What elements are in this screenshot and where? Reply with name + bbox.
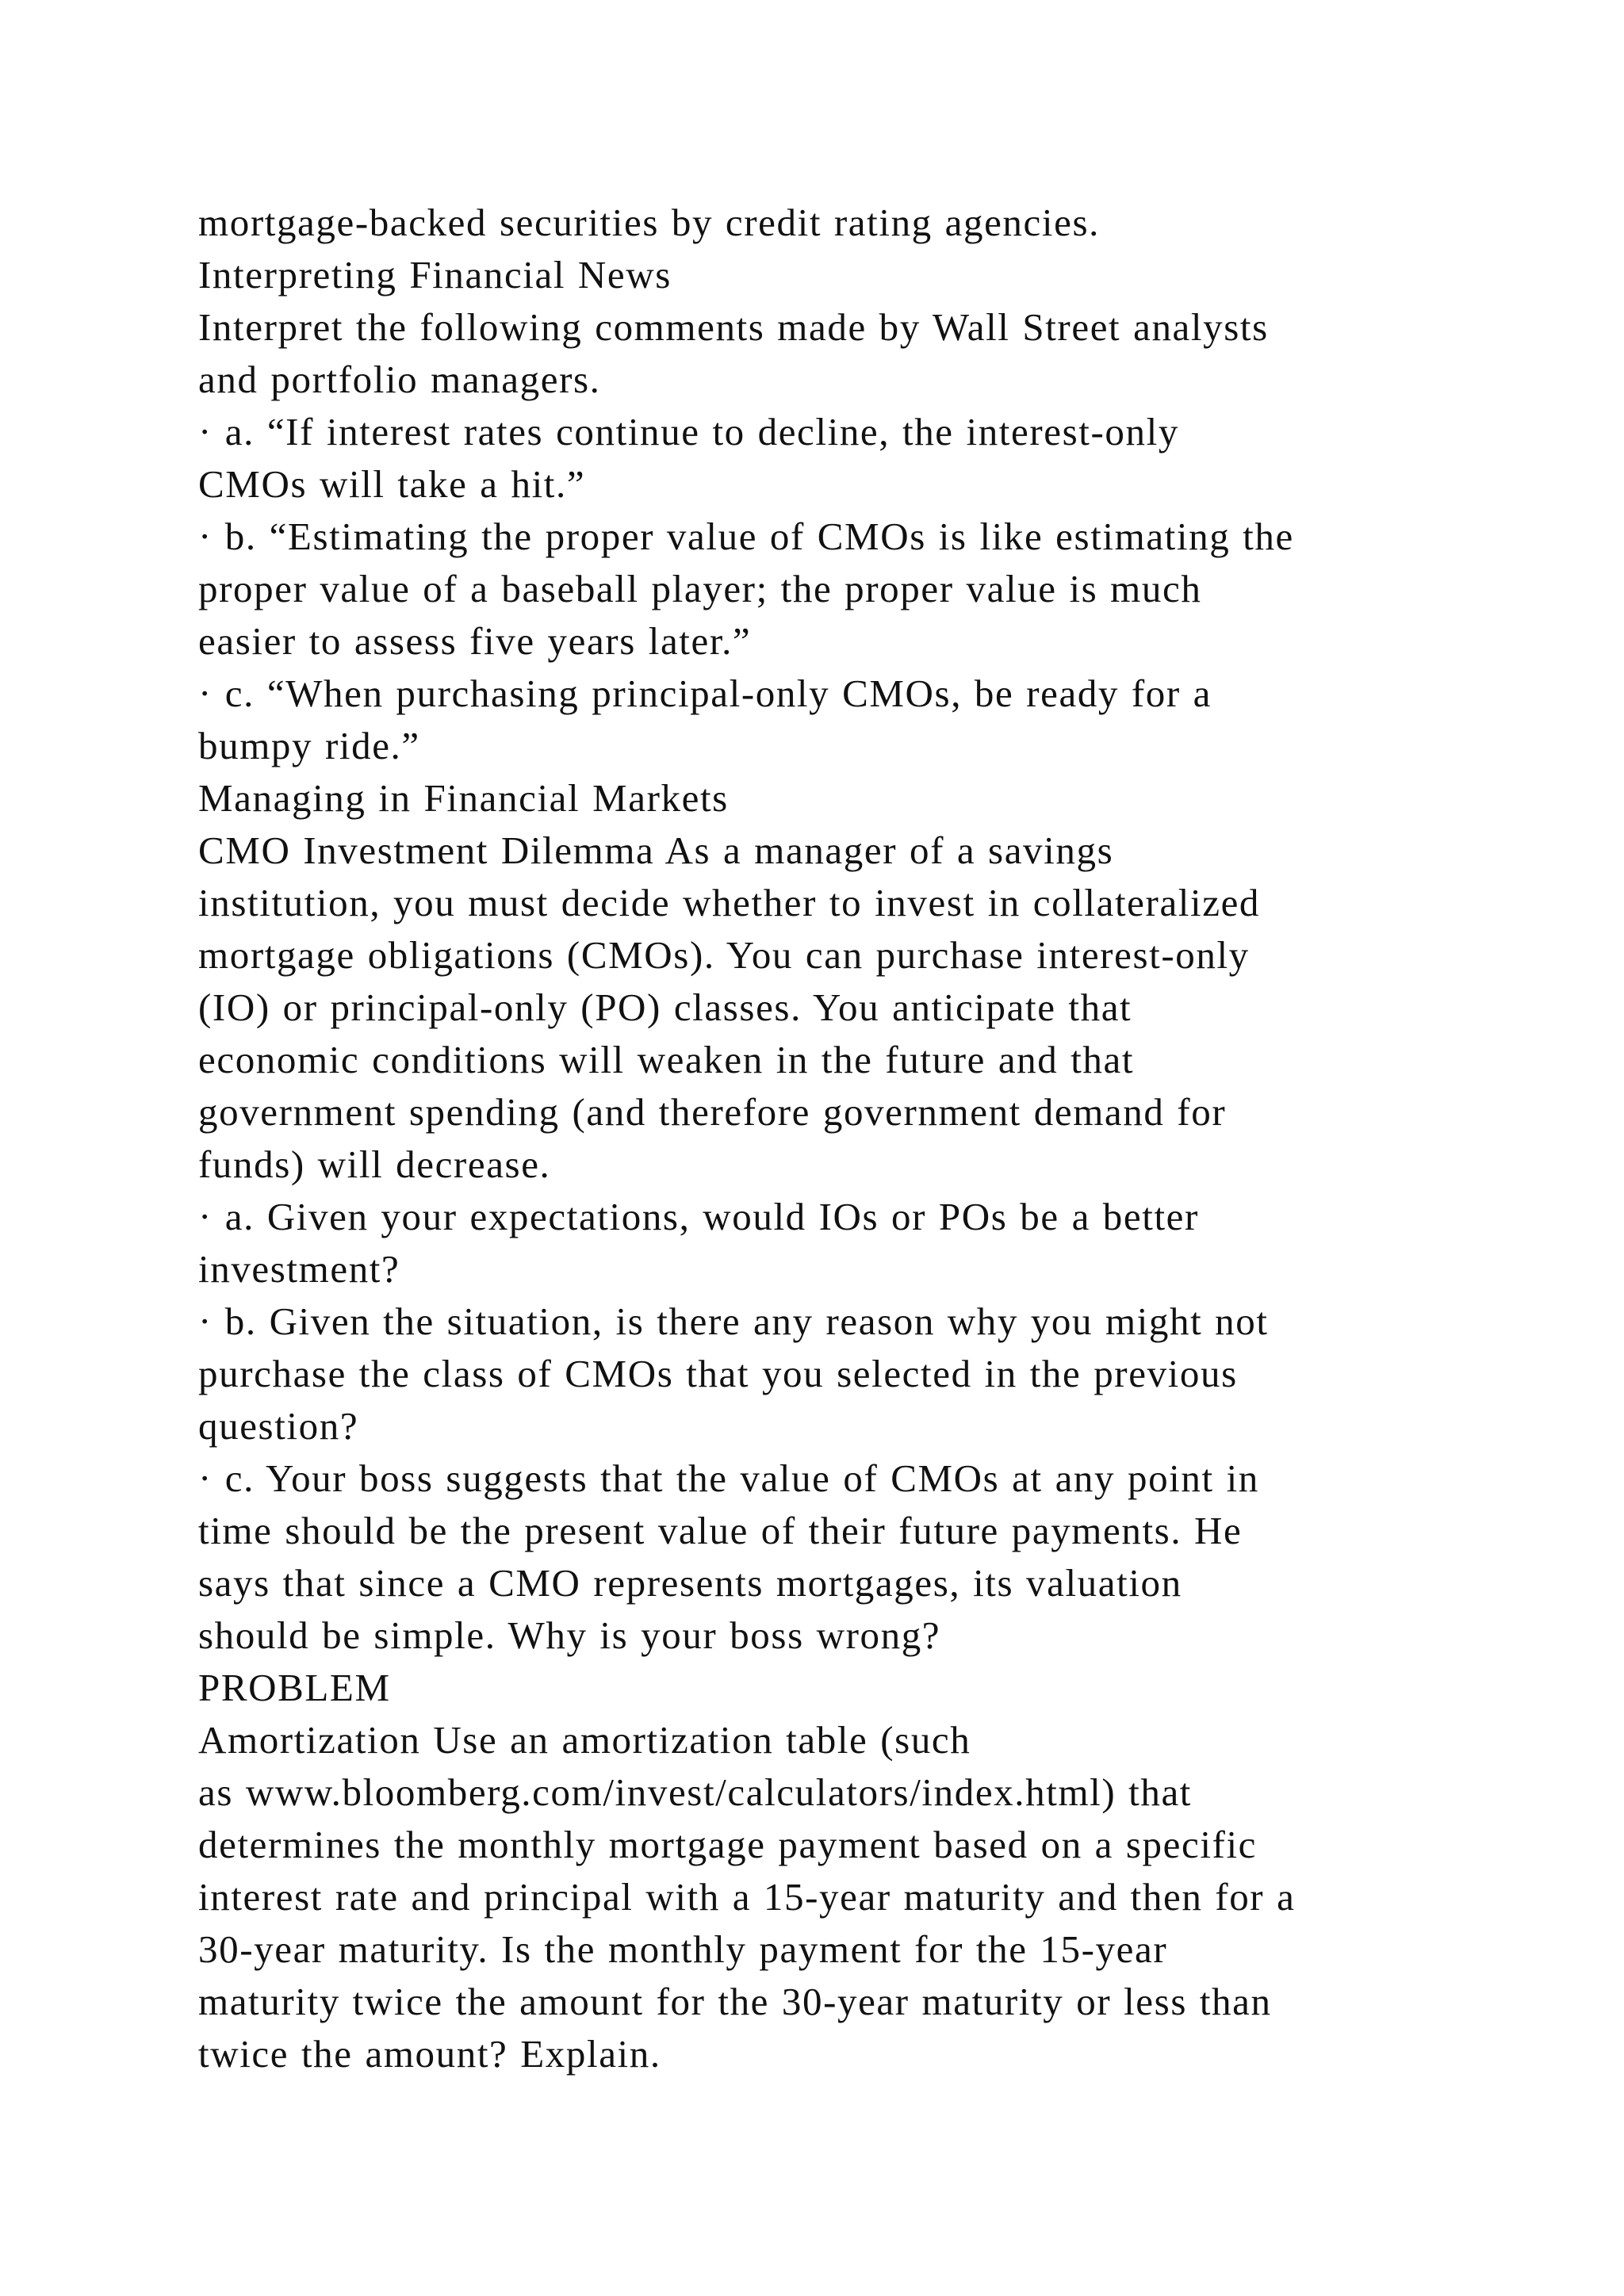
list-item-line: · c. “When purchasing principal-only CMOs, be ready for a xyxy=(198,672,1212,715)
text-line: purchase the class of CMOs that you selected in the previous xyxy=(198,1352,1238,1395)
text-line: twice the amount? Explain. xyxy=(198,2032,661,2076)
text-line: mortgage obligations (CMOs). You can purchase interest-only xyxy=(198,933,1250,977)
text-line: funds) will decrease. xyxy=(198,1142,551,1186)
text-line: CMO Investment Dilemma As a manager of a savings xyxy=(198,828,1114,872)
section-heading-interpreting-financial-news: Interpreting Financial News xyxy=(198,253,672,297)
text-line: mortgage-backed securities by credit rating agencies. xyxy=(198,201,1100,244)
list-item-line: · a. “If interest rates continue to decline, the interest-only xyxy=(198,410,1179,453)
text-line: as www.bloomberg.com/invest/calculators/index.html) that xyxy=(198,1770,1193,1814)
text-line: 30-year maturity. Is the monthly payment for the 15-year xyxy=(198,1927,1168,1971)
section-heading-managing-in-financial-markets: Managing in Financial Markets xyxy=(198,776,729,820)
text-line: investment? xyxy=(198,1247,400,1291)
document-body xyxy=(198,197,1546,2080)
section-heading-problem: PROBLEM xyxy=(198,1666,391,1709)
list-item-line: · b. Given the situation, is there any reason why you might not xyxy=(198,1299,1269,1343)
text-line: bumpy ride.” xyxy=(198,724,420,767)
text-line: says that since a CMO represents mortgages, its valuation xyxy=(198,1561,1182,1605)
text-line: time should be the present value of their future payments. He xyxy=(198,1509,1243,1552)
text-line: Amortization Use an amortization table (such xyxy=(198,1718,971,1762)
text-line: CMOs will take a hit.” xyxy=(198,462,586,506)
text-line: institution, you must decide whether to invest in collateralized xyxy=(198,881,1261,924)
text-line: economic conditions will weaken in the future and that xyxy=(198,1038,1135,1081)
text-line: determines the monthly mortgage payment based on a specific xyxy=(198,1823,1258,1866)
text-line: should be simple. Why is your boss wrong? xyxy=(198,1613,941,1657)
list-item-line: · a. Given your expectations, would IOs or POs be a better xyxy=(198,1195,1199,1238)
list-item-line: · c. Your boss suggests that the value of CMOs at any point in xyxy=(198,1456,1259,1500)
text-line: proper value of a baseball player; the proper value is much xyxy=(198,567,1202,610)
text-line: and portfolio managers. xyxy=(198,358,601,401)
text-line: maturity twice the amount for the 30-year maturity or less than xyxy=(198,1980,1272,2023)
text-line: interest rate and principal with a 15-year maturity and then for a xyxy=(198,1875,1296,1919)
text-line: Interpret the following comments made by Wall Street analysts xyxy=(198,305,1269,349)
list-item-line: · b. “Estimating the proper value of CMOs is like estimating the xyxy=(198,515,1294,558)
text-line: easier to assess five years later.” xyxy=(198,619,752,663)
text-line: (IO) or principal-only (PO) classes. You anticipate that xyxy=(198,985,1132,1029)
text-line: question? xyxy=(198,1404,359,1448)
text-line: government spending (and therefore government demand for xyxy=(198,1090,1227,1134)
